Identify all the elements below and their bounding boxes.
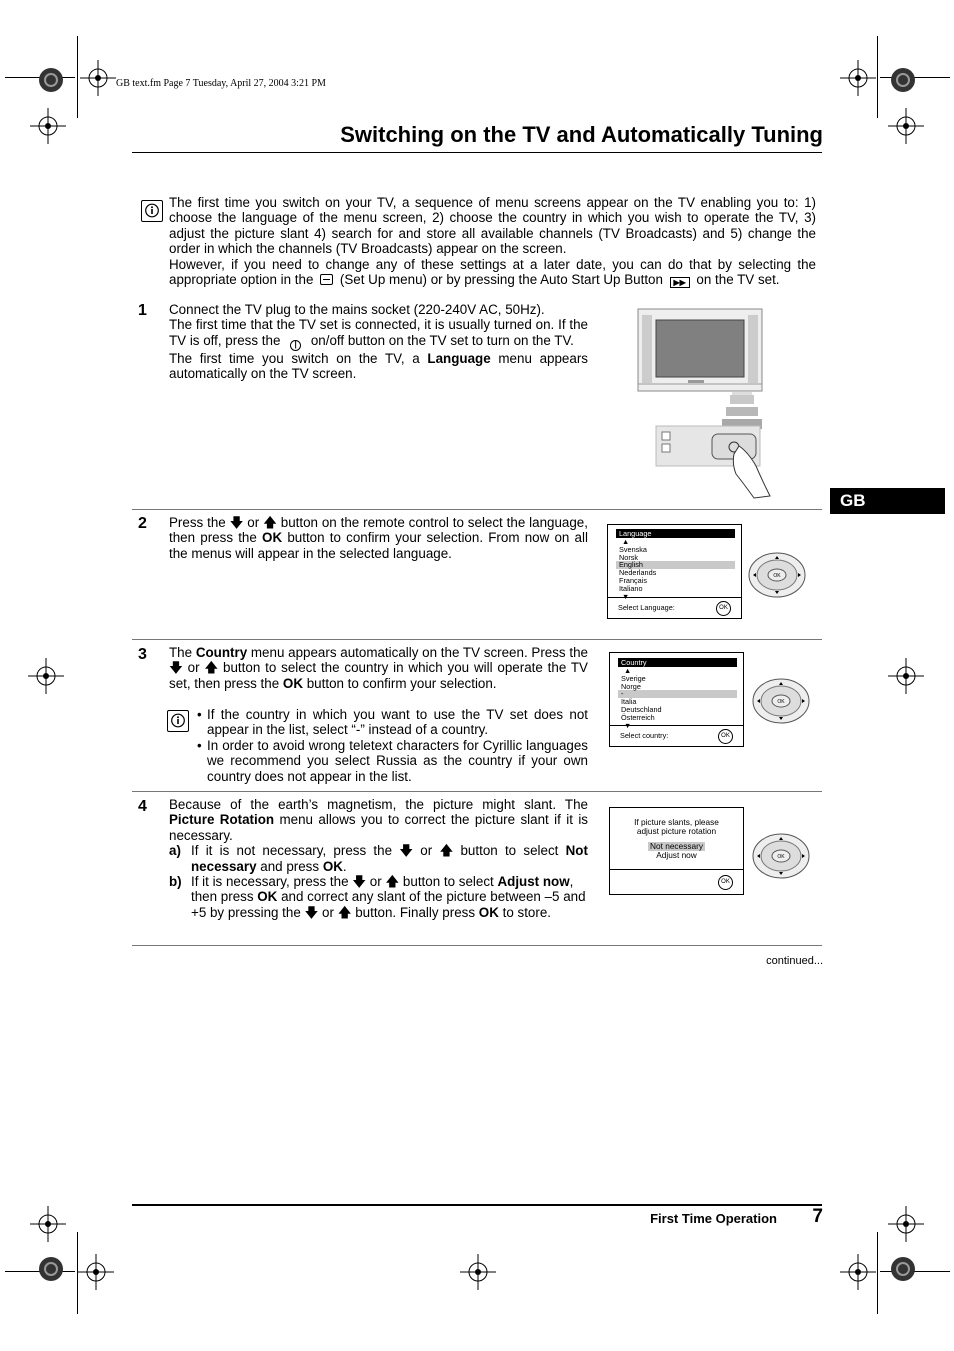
registration-mark-icon xyxy=(840,1254,876,1290)
picture-rotation-menu xyxy=(609,807,744,895)
arrow-up-icon: 🡅 xyxy=(263,515,277,530)
intro-paragraph-2: However, if you need to change any of these settings at a later date, you can do that by selecting the appropriate option in the (Set Up menu) or by pressing the Auto Start Up Button ▶▶ on the TV set. xyxy=(169,256,816,288)
arrow-down-icon: 🡇 xyxy=(304,904,319,920)
starburst-mark-icon xyxy=(38,67,64,93)
intro-text xyxy=(169,195,816,288)
step-divider xyxy=(132,945,822,946)
rotation-option-selected: Not necessary xyxy=(649,841,704,851)
step-2-text: Press the 🡇 or 🡅 button on the remote control to select the language, then press the OK button to confirm your selection. From now on all the menus will appear in the selected language. xyxy=(169,515,588,561)
menu-item: Italia xyxy=(621,697,637,707)
arrow-down-icon: 🡇 xyxy=(169,660,183,676)
step-number: 4 xyxy=(138,798,147,815)
footer-section: First Time Operation xyxy=(650,1211,777,1226)
title-rule xyxy=(132,152,822,153)
arrow-down-icon: 🡇 xyxy=(229,515,244,530)
scroll-down-icon: ▼ xyxy=(624,720,632,730)
continued-note: continued... xyxy=(766,955,823,967)
menu-item: Norsk xyxy=(619,552,639,562)
footer-rule xyxy=(132,1204,822,1206)
arrow-up-icon: 🡅 xyxy=(204,660,219,676)
rotation-message: If picture slants, please adjust picture rotation xyxy=(634,817,719,836)
step-number: 1 xyxy=(138,302,147,319)
remote-dpad-illustration xyxy=(748,552,806,598)
menu-title: Country xyxy=(618,658,737,667)
step-divider xyxy=(132,509,822,510)
arrow-down-icon: 🡇 xyxy=(399,843,414,859)
ok-icon: OK xyxy=(716,601,731,616)
step-4-text: Because of the earth’s magnetism, the picture might slant. The Picture Rotation menu allows you to correct the picture slant if it is necessary. a) If it is not necessary, press the 🡇 or 🡅 button to select Not necessary and press OK. b) If it is necessary, press the 🡇 or 🡅 button to select Adjust now, then press OK and correct any slant of the picture between –5 and +5 by pressing the 🡇 or 🡅 button. Finally press OK to store. xyxy=(169,797,588,920)
arrow-up-icon: 🡅 xyxy=(385,874,400,890)
page-number: 7 xyxy=(812,1206,823,1227)
registration-mark-icon xyxy=(30,108,66,144)
scroll-down-icon: ▼ xyxy=(622,591,630,601)
arrow-up-icon: 🡅 xyxy=(337,904,352,920)
option-b: b) If it is necessary, press the 🡇 or 🡅 button to select Adjust now, then press OK and correct any slant of the picture between –5 and +5 by pressing the 🡇 or 🡅 button. Finally press OK to store. xyxy=(169,874,586,920)
registration-mark-icon xyxy=(888,1206,924,1242)
ok-icon: OK xyxy=(718,875,733,890)
menu-item-selected: English xyxy=(616,561,735,569)
language-menu xyxy=(607,524,742,619)
step-number: 3 xyxy=(138,646,147,663)
step-number: 2 xyxy=(138,515,147,532)
menu-item-selected: - xyxy=(618,690,737,698)
arrow-up-icon: 🡅 xyxy=(439,843,454,859)
note-item: • In order to avoid wrong teletext characters for Cyrillic languages we recommend you select Russia as the country if your own country does not appear in the list. xyxy=(197,738,588,784)
menu-footer: Select Language: xyxy=(618,603,675,612)
remote-dpad-illustration xyxy=(752,678,810,724)
registration-mark-icon xyxy=(460,1254,496,1290)
starburst-mark-icon xyxy=(890,1256,916,1282)
info-icon xyxy=(141,200,163,222)
step-3-notes xyxy=(197,707,588,784)
menu-item: Deutschland xyxy=(621,704,662,714)
intro-paragraph: The first time you switch on your TV, a sequence of menu screens appear on the TV enabling you to: 1) choose the language of the menu screen, 2) choose the country in which you wish to operate the TV, 3) adjust the picture slant 4) search for and store all available channels (TV Broadcasts) and 5) change the order in which the channels (TV Broadcasts) appear on the screen. xyxy=(169,195,816,257)
power-icon: | xyxy=(290,340,301,351)
file-header: GB text.fm Page 7 Tuesday, April 27, 2004 3:21 PM xyxy=(116,78,326,89)
menu-item: Svenska xyxy=(619,544,647,554)
scroll-up-icon: ▲ xyxy=(622,537,630,546)
registration-mark-icon xyxy=(28,658,64,694)
registration-mark-icon xyxy=(888,108,924,144)
setup-menu-icon xyxy=(320,274,333,285)
step-divider xyxy=(132,639,822,640)
rotation-option: Adjust now xyxy=(656,850,697,860)
ok-icon: OK xyxy=(718,729,733,744)
step-1-text: Connect the TV plug to the mains socket (220-240V AC, 50Hz). The first time that the TV set is connected, it is usually turned on. If the TV is off, press the | on/off button on the TV set to turn on the TV. The first time you switch on the TV, a Language menu appears automatically on the TV screen. xyxy=(169,302,588,382)
option-a: a) If it is not necessary, press the 🡇 or 🡅 button to select Not necessary and press OK. xyxy=(169,843,588,874)
registration-mark-icon xyxy=(888,658,924,694)
registration-mark-icon xyxy=(840,60,876,96)
remote-dpad-illustration xyxy=(752,833,810,879)
starburst-mark-icon xyxy=(890,67,916,93)
ok-label: OK xyxy=(777,854,785,860)
note-item: • If the country in which you want to use the TV set does not appear in the list, select “-” instead of a country. xyxy=(197,707,588,738)
info-icon xyxy=(167,710,189,732)
menu-item: Sverige xyxy=(621,673,646,683)
step-divider xyxy=(132,791,822,792)
ok-label: OK xyxy=(777,699,785,705)
menu-footer: Select country: xyxy=(620,731,669,740)
language-tab: GB xyxy=(830,488,945,514)
scroll-up-icon: ▲ xyxy=(624,666,632,675)
step-3-text: The Country menu appears automatically on the TV screen. Press the 🡇 or 🡅 button to select the country in which you will operate the TV set, then press the OK button to confirm your selection. xyxy=(169,645,588,691)
page-title: Switching on the TV and Automatically Tuning xyxy=(340,122,823,147)
tv-illustration xyxy=(636,308,776,500)
menu-item: Français xyxy=(619,575,647,585)
ok-label: OK xyxy=(773,573,781,579)
auto-start-button-icon: ▶▶ xyxy=(670,277,690,288)
registration-mark-icon xyxy=(78,1254,114,1290)
menu-item: Italiano xyxy=(619,583,643,593)
menu-item: Österreich xyxy=(621,712,655,722)
arrow-down-icon: 🡇 xyxy=(352,874,367,890)
menu-title: Language xyxy=(616,529,735,538)
menu-item: Norge xyxy=(621,681,641,691)
registration-mark-icon xyxy=(30,1206,66,1242)
country-menu xyxy=(609,652,744,747)
menu-item: Nederlands xyxy=(619,568,657,578)
starburst-mark-icon xyxy=(38,1256,64,1282)
registration-mark-icon xyxy=(80,60,116,96)
